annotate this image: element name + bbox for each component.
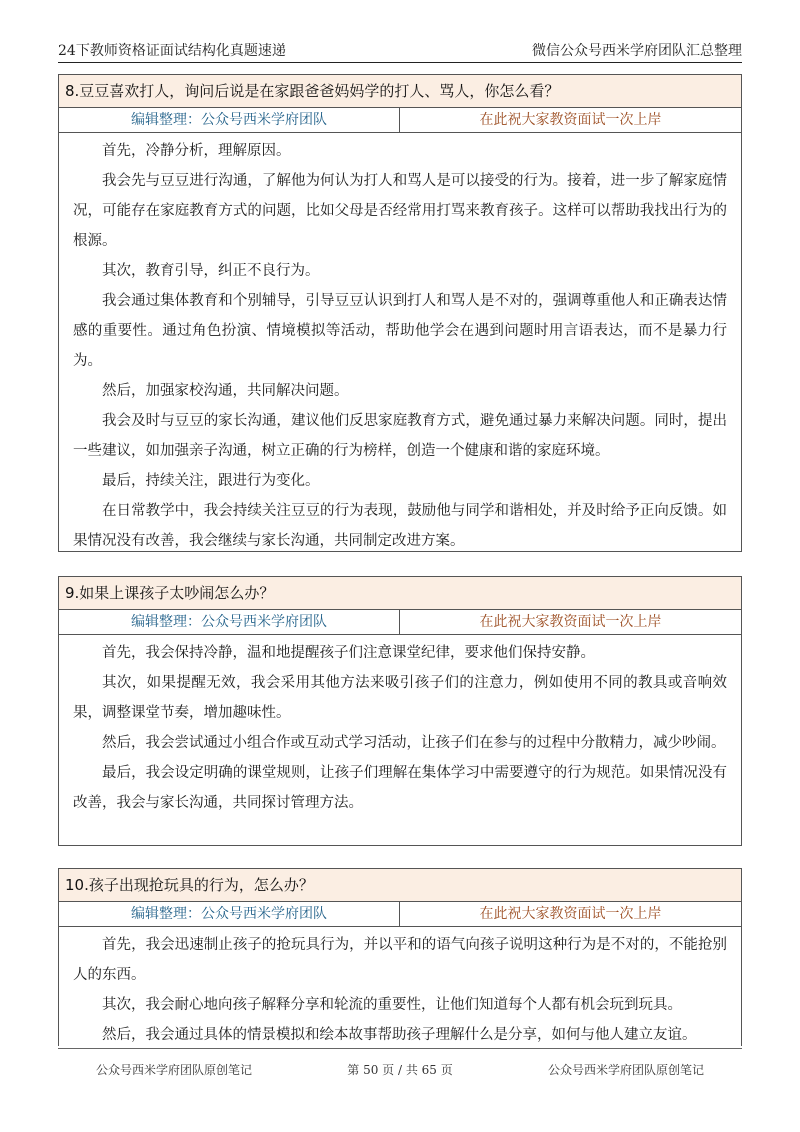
answer-paragraph: 我会通过集体教育和个别辅导，引导豆豆认识到打人和骂人是不对的，强调尊重他人和正确表达情感的重要性。通过角色扮演、情境模拟等活动，帮助他学会在遇到问题时用言语表达，而不是暴力行为。 [73, 293, 727, 369]
answer-body [59, 133, 741, 556]
answer-paragraph: 首先，我会迅速制止孩子的抢玩具行为，并以平和的语气向孩子说明这种行为是不对的，不能抢别人的东西。 [73, 937, 727, 983]
answer-paragraph: 我会及时与豆豆的家长沟通，建议他们反思家庭教育方式，避免通过暴力来解决问题。同时，提出一些建议，如加强亲子沟通，树立正确的行为榜样，创造一个健康和谐的家庭环境。 [73, 413, 727, 459]
question-box-10 [58, 868, 742, 1046]
answer-paragraph: 首先，我会保持冷静，温和地提醒孩子们注意课堂纪律，要求他们保持安静。 [102, 645, 595, 661]
header-right-title: 微信公众号西米学府团队汇总整理 [532, 43, 742, 59]
editor-credit: 编辑整理：公众号西米学府团队 [59, 610, 400, 634]
answer-body [59, 927, 741, 1050]
question-meta-row [59, 610, 741, 635]
answer-paragraph: 然后，加强家校沟通，共同解决问题。 [102, 383, 349, 399]
question-box-9 [58, 576, 742, 846]
editor-credit: 编辑整理：公众号西米学府团队 [59, 902, 400, 926]
answer-paragraph: 首先，冷静分析，理解原因。 [102, 143, 291, 159]
answer-paragraph: 其次，教育引导，纠正不良行为。 [102, 263, 320, 279]
answer-paragraph: 我会先与豆豆进行沟通，了解他为何认为打人和骂人是可以接受的行为。接着，进一步了解家庭情况，可能存在家庭教育方式的问题，比如父母是否经常用打骂来教育孩子。这样可以帮助我找出行为的根源。 [73, 173, 727, 249]
question-box-8 [58, 74, 742, 552]
answer-paragraph: 其次，我会耐心地向孩子解释分享和轮流的重要性，让他们知道每个人都有机会玩到玩具。 [102, 997, 682, 1013]
header-left-title: 24下教师资格证面试结构化真题速递 [58, 43, 286, 59]
answer-paragraph: 然后，我会通过具体的情景模拟和绘本故事帮助孩子理解什么是分享，如何与他人建立友谊。 [102, 1027, 697, 1043]
question-meta-row [59, 902, 741, 927]
page-header [58, 36, 742, 63]
page-number: 第 50 页 / 共 65 页 [347, 1063, 453, 1077]
answer-paragraph: 在日常教学中，我会持续关注豆豆的行为表现，鼓励他与同学和谐相处，并及时给予正向反馈。如果情况没有改善，我会继续与家长沟通，共同制定改进方案。 [73, 503, 727, 549]
answer-body [59, 635, 741, 818]
blessing-text: 在此祝大家教资面试一次上岸 [479, 112, 662, 128]
answer-paragraph: 最后，我会设定明确的课堂规则，让孩子们理解在集体学习中需要遵守的行为规范。如果情况没有改善，我会与家长沟通，共同探讨管理方法。 [73, 765, 727, 811]
question-title: 8.豆豆喜欢打人，询问后说是在家跟爸爸妈妈学的打人、骂人，你怎么看？ [59, 75, 741, 108]
question-title: 9.如果上课孩子太吵闹怎么办？ [59, 577, 741, 610]
blessing-text: 在此祝大家教资面试一次上岸 [479, 614, 662, 630]
answer-paragraph: 其次，如果提醒无效，我会采用其他方法来吸引孩子们的注意力，例如使用不同的教具或音响效果，调整课堂节奏，增加趣味性。 [73, 675, 727, 721]
answer-paragraph: 最后，持续关注，跟进行为变化。 [102, 473, 320, 489]
answer-paragraph: 然后，我会尝试通过小组合作或互动式学习活动，让孩子们在参与的过程中分散精力，减少吵闹。 [102, 735, 726, 751]
page-footer [58, 1048, 742, 1081]
footer-right-note: 公众号西米学府团队原创笔记 [547, 1063, 704, 1077]
question-title: 10.孩子出现抢玩具的行为，怎么办？ [59, 869, 741, 902]
question-meta-row [59, 108, 741, 133]
editor-credit: 编辑整理：公众号西米学府团队 [59, 108, 400, 132]
blessing-text: 在此祝大家教资面试一次上岸 [479, 906, 662, 922]
footer-left-note: 公众号西米学府团队原创笔记 [96, 1063, 253, 1077]
